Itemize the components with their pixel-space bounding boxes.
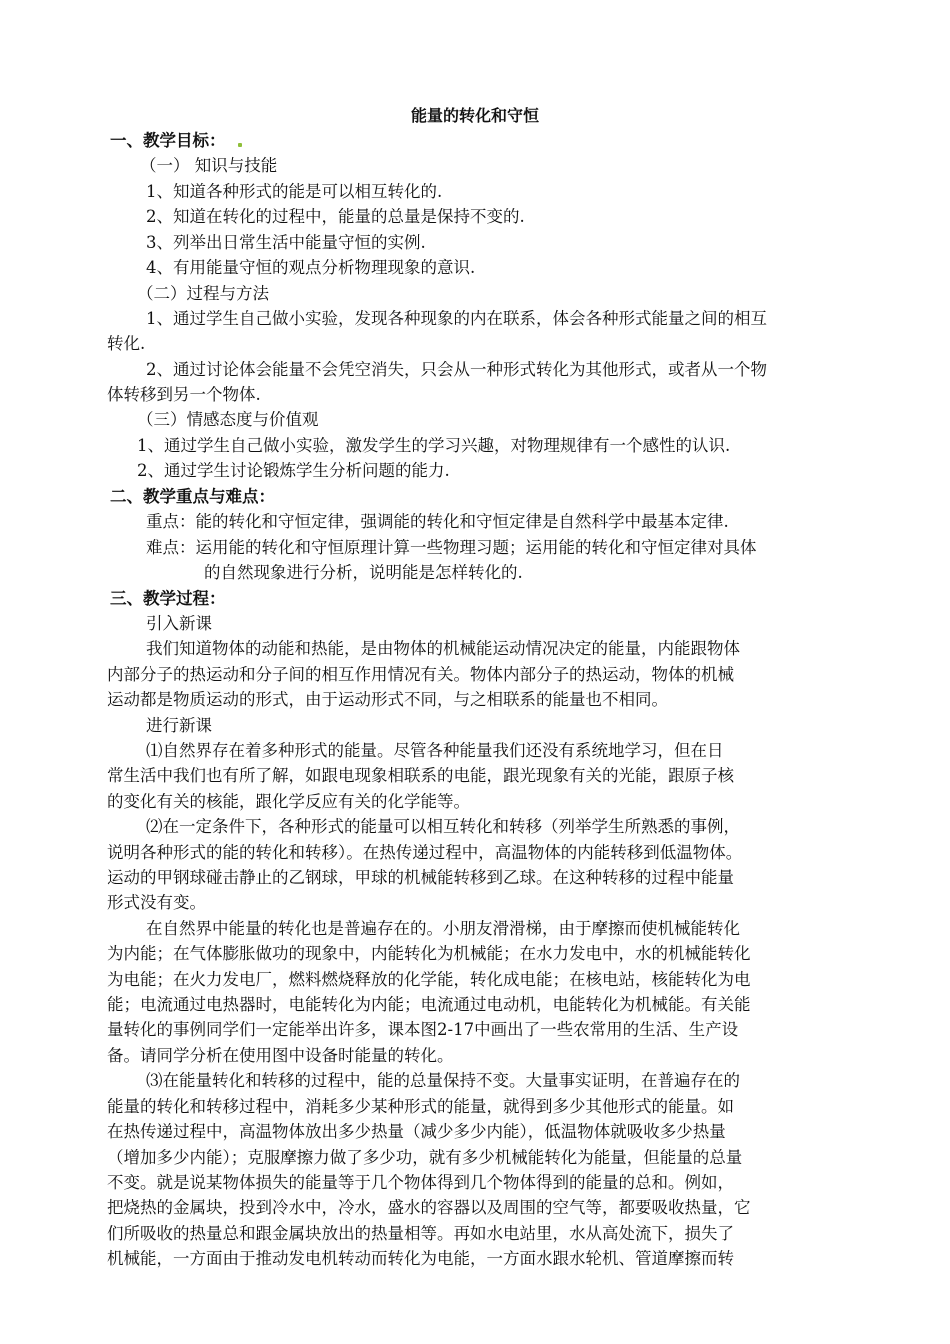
text-line: （二）过程与方法 bbox=[137, 284, 269, 303]
text-line: 内部分子的热运动和分子间的相互作用情况有关。物体内部分子的热运动，物体的机械 bbox=[107, 665, 734, 684]
text-line: 备。请同学分析在使用图中设备时能量的转化。 bbox=[107, 1046, 454, 1065]
text-line: 说明各种形式的能的转化和转移）。在热传递过程中，高温物体的内能转移到低温物体。 bbox=[107, 843, 743, 862]
text-line: 2、通过学生讨论锻炼学生分析问题的能力. bbox=[137, 461, 450, 480]
text-line: 进行新课 bbox=[146, 716, 212, 735]
text-line: 在热传递过程中，高温物体放出多少热量（减少多少内能），低温物体就吸收多少热量 bbox=[107, 1122, 726, 1141]
text-line: 3、列举出日常生活中能量守恒的实例. bbox=[146, 233, 426, 252]
text-line: （一） 知识与技能 bbox=[140, 156, 278, 175]
text-line: 引入新课 bbox=[146, 614, 212, 633]
text-line: 不变。就是说某物体损失的能量等于几个物体得到几个物体得到的能量的总和。例如， bbox=[107, 1173, 734, 1192]
text-line: 们所吸收的热量总和跟金属块放出的热量相等。再如水电站里，水从高处流下，损失了 bbox=[107, 1224, 734, 1243]
text-line: 能量的转化和转移过程中，消耗多少某种形式的能量，就得到多少其他形式的能量。如 bbox=[107, 1097, 734, 1116]
section-heading: 三、教学过程： bbox=[110, 589, 226, 608]
text-line: ⑴自然界存在着多种形式的能量。尽管各种能量我们还没有系统地学习，但在日 bbox=[146, 741, 724, 760]
text-line: 形式没有变。 bbox=[107, 893, 206, 912]
text-line: 在自然界中能量的转化也是普遍存在的。小朋友滑滑梯，由于摩擦而使机械能转化 bbox=[146, 919, 740, 938]
section-heading: 二、教学重点与难点： bbox=[110, 487, 275, 506]
section-heading: 一、教学目标： bbox=[110, 131, 226, 150]
text-line: 为内能；在气体膨胀做功的现象中，内能转化为机械能；在水力发电中，水的机械能转化 bbox=[107, 944, 751, 963]
text-line: 的自然现象进行分析，说明能是怎样转化的. bbox=[204, 563, 523, 582]
text-line: 机械能，一方面由于推动发电机转动而转化为电能，一方面水跟水轮机、管道摩擦而转 bbox=[107, 1249, 734, 1268]
text-line: 2、通过讨论体会能量不会凭空消失，只会从一种形式转化为其他形式，或者从一个物 bbox=[146, 360, 767, 379]
page-title: 能量的转化和守恒 bbox=[410, 106, 539, 125]
text-line: 把烧热的金属块，投到冷水中，冷水，盛水的容器以及周围的空气等，都要吸收热量，它 bbox=[107, 1198, 751, 1217]
text-line: （三）情感态度与价值观 bbox=[137, 410, 319, 429]
text-line: 4、有用能量守恒的观点分析物理现象的意识. bbox=[146, 258, 476, 277]
text-line: 我们知道物体的动能和热能，是由物体的机械能运动情况决定的能量，内能跟物体 bbox=[146, 639, 740, 658]
text-line: 1、知道各种形式的能是可以相互转化的. bbox=[146, 182, 443, 201]
text-line: 2、知道在转化的过程中，能量的总量是保持不变的. bbox=[146, 207, 525, 226]
text-line: ⑶在能量转化和转移的过程中，能的总量保持不变。大量事实证明，在普遍存在的 bbox=[146, 1071, 740, 1090]
text-line: 难点：运用能的转化和守恒原理计算一些物理习题；运用能的转化和守恒定律对具体 bbox=[146, 538, 757, 557]
text-line: 重点：能的转化和守恒定律，强调能的转化和守恒定律是自然科学中最基本定律. bbox=[146, 512, 729, 531]
text-line: 能；电流通过电热器时，电能转化为内能；电流通过电动机，电能转化为机械能。有关能 bbox=[107, 995, 751, 1014]
text-line: 1、通过学生自己做小实验，激发学生的学习兴趣，对物理规律有一个感性的认识. bbox=[137, 436, 731, 455]
green-mark bbox=[238, 143, 242, 147]
text-line: 的变化有关的核能，跟化学反应有关的化学能等。 bbox=[107, 792, 470, 811]
text-line: 体转移到另一个物体. bbox=[107, 385, 261, 404]
text-line: 1、通过学生自己做小实验，发现各种现象的内在联系，体会各种形式能量之间的相互 bbox=[146, 309, 767, 328]
text-line: 运动的甲钢球碰击静止的乙钢球，甲球的机械能转移到乙球。在这种转移的过程中能量 bbox=[107, 868, 734, 887]
text-line: 量转化的事例同学们一定能举出许多，课本图2-17中画出了一些农常用的生活、生产设 bbox=[107, 1020, 739, 1039]
text-line: （增加多少内能）；克服摩擦力做了多少功，就有多少机械能转化为能量，但能量的总量 bbox=[107, 1148, 743, 1167]
text-line: 运动都是物质运动的形式，由于运动形式不同，与之相联系的能量也不相同。 bbox=[107, 690, 668, 709]
text-line: 转化. bbox=[107, 334, 146, 353]
text-line: 为电能；在火力发电厂，燃料燃烧释放的化学能，转化成电能；在核电站，核能转化为电 bbox=[107, 970, 751, 989]
text-line: ⑵在一定条件下，各种形式的能量可以相互转化和转移（列举学生所熟悉的事例， bbox=[146, 817, 740, 836]
text-line: 常生活中我们也有所了解，如跟电现象相联系的电能，跟光现象有关的光能，跟原子核 bbox=[107, 766, 734, 785]
